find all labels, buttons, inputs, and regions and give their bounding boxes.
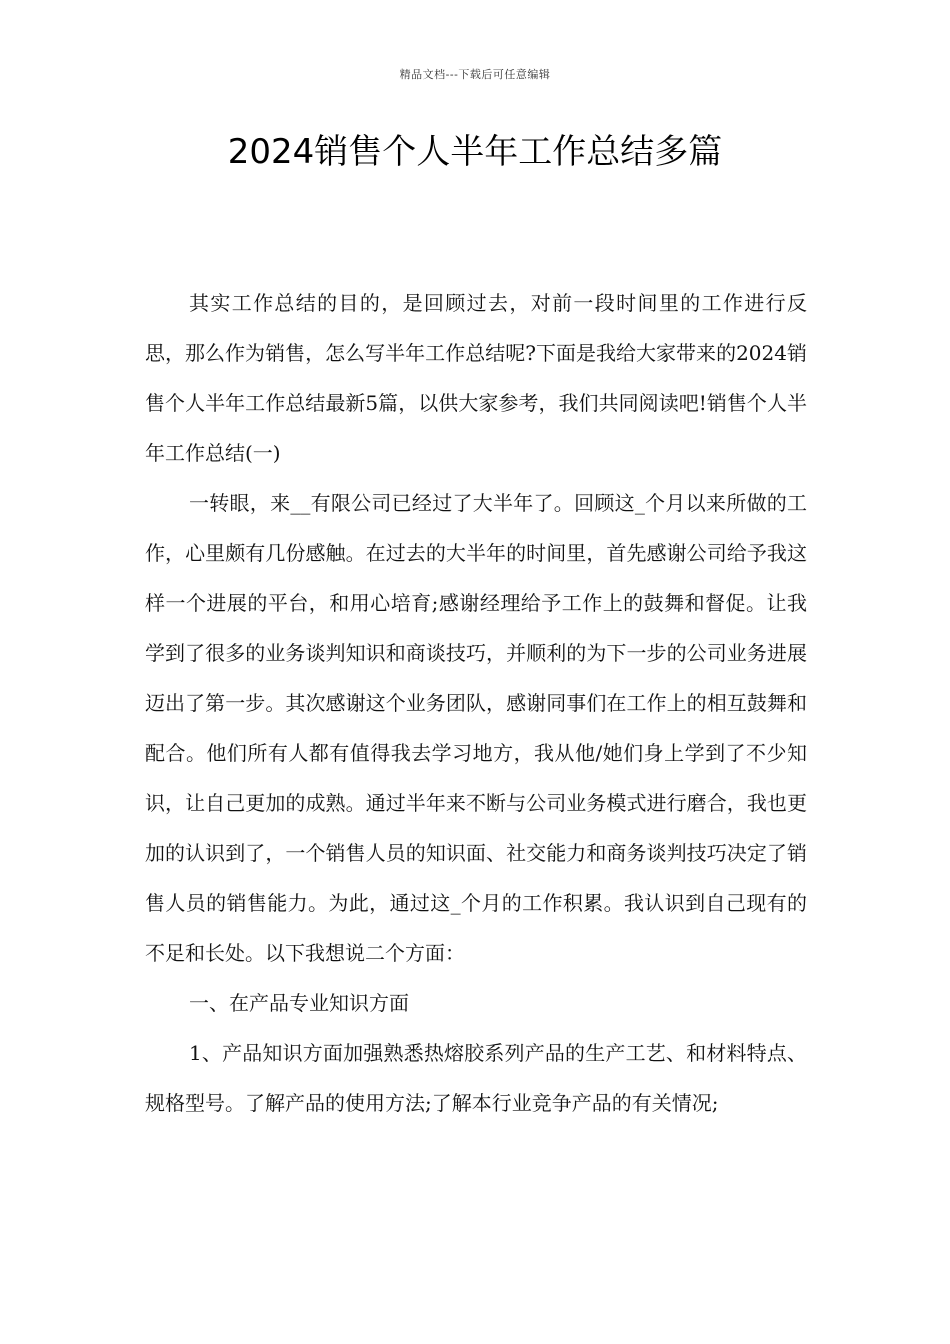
header-note: 精品文档---下载后可任意编辑 [399, 68, 551, 81]
paragraph-item-1: 1、产品知识方面加强熟悉热熔胶系列产品的生产工艺、和材料特点、规格型号。了解产品的使用方法;了解本行业竞争产品的有关情况; [145, 1041, 807, 1115]
document-title: 2024销售个人半年工作总结多篇 [227, 132, 723, 172]
paragraph-intro: 其实工作总结的目的，是回顾过去，对前一段时间里的工作进行反思，那么作为销售，怎么写半年工作总结呢?下面是我给大家带来的2024销售个人半年工作总结最新5篇，以供大家参考，我们共同阅读吧!销售个人半年工作总结(一) [145, 291, 807, 465]
section-heading: 一、在产品专业知识方面 [189, 991, 409, 1015]
paragraph-main: 一转眼，来__有限公司已经过了大半年了。回顾这_个月以来所做的工作，心里颇有几份感触。在过去的大半年的时间里，首先感谢公司给予我这样一个进展的平台，和用心培育;感谢经理给予工作上的鼓舞和督促。让我学到了很多的业务谈判知识和商谈技巧，并顺利的为下一步的公司业务进展迈出了第一步。其次感谢这个业务团队，感谢同事们在工作上的相互鼓舞和配合。他们所有人都有值得我去学习地方，我从他/她们身上学到了不少知识，让自己更加的成熟。通过半年来不断与公司业务模式进行磨合，我也更加的认识到了，一个销售人员的知识面、社交能力和商务谈判技巧决定了销售人员的销售能力。为此，通过这_个月的工作积累。我认识到自己现有的不足和长处。以下我想说二个方面： [145, 491, 807, 965]
document-body [145, 278, 807, 1128]
